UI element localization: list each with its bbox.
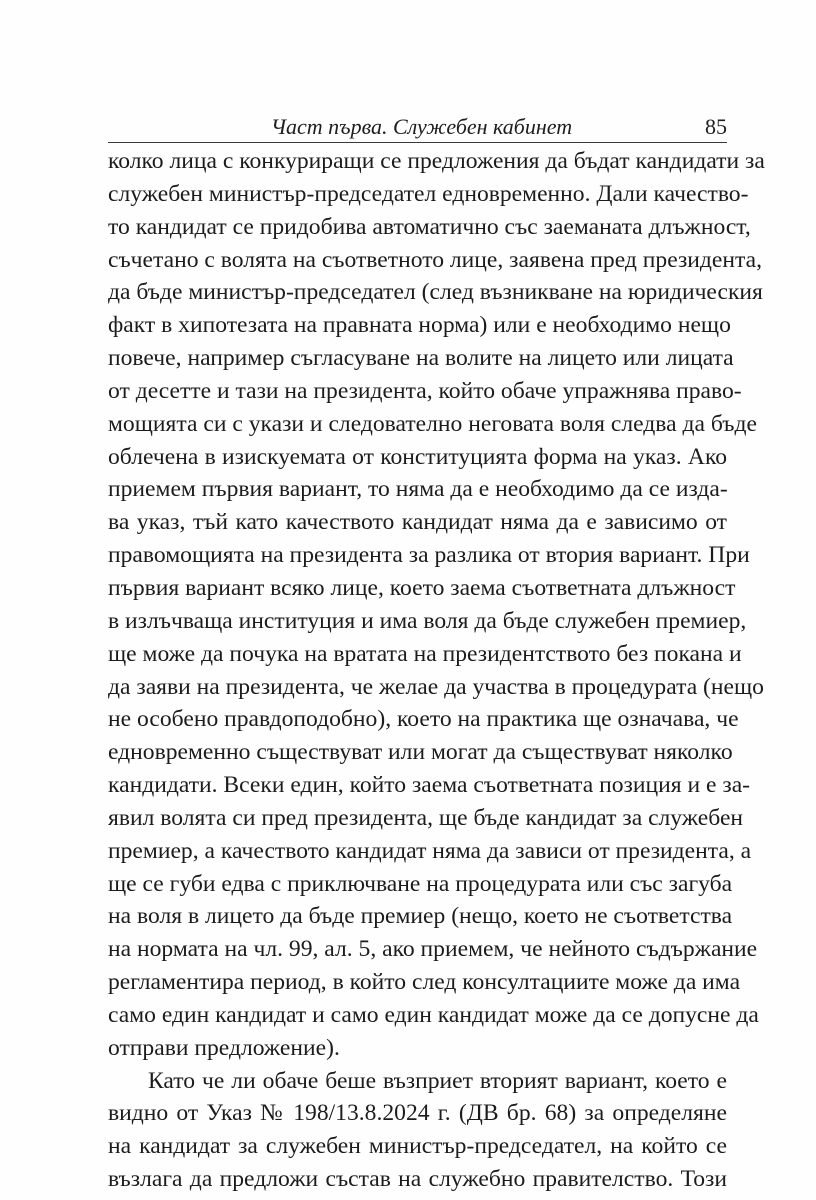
- text-line: видно от Указ № 198/13.8.2024 г. (ДВ бр. 68) за определяне: [108, 1100, 727, 1127]
- text-line: възлага да предложи състав на служебно правителство. Този: [108, 1166, 727, 1193]
- text-line: правомощията на президента за разлика от втория вариант. При: [108, 542, 750, 569]
- text-line: от десетте и тази на президента, който обаче упражнява право-: [108, 377, 742, 404]
- text-line: едновременно съществуват или могат да съществуват няколко: [108, 739, 733, 766]
- text-line: на нормата на чл. 99, ал. 5, ако приемем, че нейното съдържание: [108, 936, 758, 963]
- text-line: колко лица с конкуриращи се предложения да бъдат кандидати за: [108, 148, 765, 174]
- text-line: само един кандидат и само един кандидат може да се допусне да: [108, 1001, 759, 1028]
- text-line: мощията си с укази и следователно неговата воля следва да бъде: [108, 410, 757, 437]
- page-number: 85: [705, 114, 727, 139]
- text-line: премиер, а качеството кандидат няма да зависи от президента, а: [108, 837, 752, 864]
- text-line: на воля в лицето да бъде премиер (нещо, което не съответства: [108, 903, 733, 930]
- text-line: регламентира период, в който след консултациите може да има: [108, 969, 741, 996]
- text-line: ще може да почука на вратата на президентството без покана и: [108, 640, 742, 667]
- running-title: Част първа. Служебен кабинет: [270, 114, 573, 139]
- paragraph-2: [108, 1065, 727, 1196]
- text-line: на кандидат за служебен министър-председател, на който се: [108, 1133, 727, 1160]
- text-line: ще се губи едва с приключване на процедурата или със загуба: [108, 870, 733, 897]
- text-line: да заяви на президента, че желае да участва в процедурата (нещо: [108, 673, 764, 700]
- text-line: облечена в изискуемата от конституцията форма на указ. Ако: [108, 443, 727, 470]
- text-line: не особено правдоподобно), което на практика ще означава, че: [108, 706, 739, 733]
- paragraph-1: [108, 145, 765, 1065]
- text-line: ва указ, тъй като качеството кандидат няма да е зависимо от: [108, 509, 727, 536]
- text-line: кандидати. Всеки един, който заема съответната позиция и е за-: [108, 772, 751, 799]
- text-line: служебен министър-председател едновременно. Дали качество-: [108, 180, 749, 207]
- text-line: явил волята си пред президента, ще бъде кандидат за служебен: [108, 804, 744, 831]
- running-header: [108, 112, 727, 143]
- text-line: факт в хипотезата на правната норма) или е необходимо нещо: [108, 312, 731, 339]
- text-line: отправи предложение).: [108, 1034, 340, 1061]
- body-text: [108, 145, 765, 1196]
- text-line: съчетано с волята на съответното лице, заявена пред президента,: [108, 246, 762, 273]
- text-line: първия вариант всяко лице, което заема съответната длъжност: [108, 574, 736, 601]
- text-line: приемем първия вариант, то няма да е необходимо да се изда-: [108, 476, 728, 503]
- text-line: повече, например съгласуване на волите на лицето или лицата: [108, 345, 734, 372]
- text-line: в излъчваща институция и има воля да бъде служебен премиер,: [108, 607, 747, 634]
- text-line: да бъде министър-председател (след възникване на юридическия: [108, 279, 763, 306]
- text-line: Като че ли обаче беше възприет вторият вариант, което е: [148, 1067, 727, 1094]
- text-line: то кандидат се придобива автоматично със заеманата длъжност,: [108, 213, 751, 240]
